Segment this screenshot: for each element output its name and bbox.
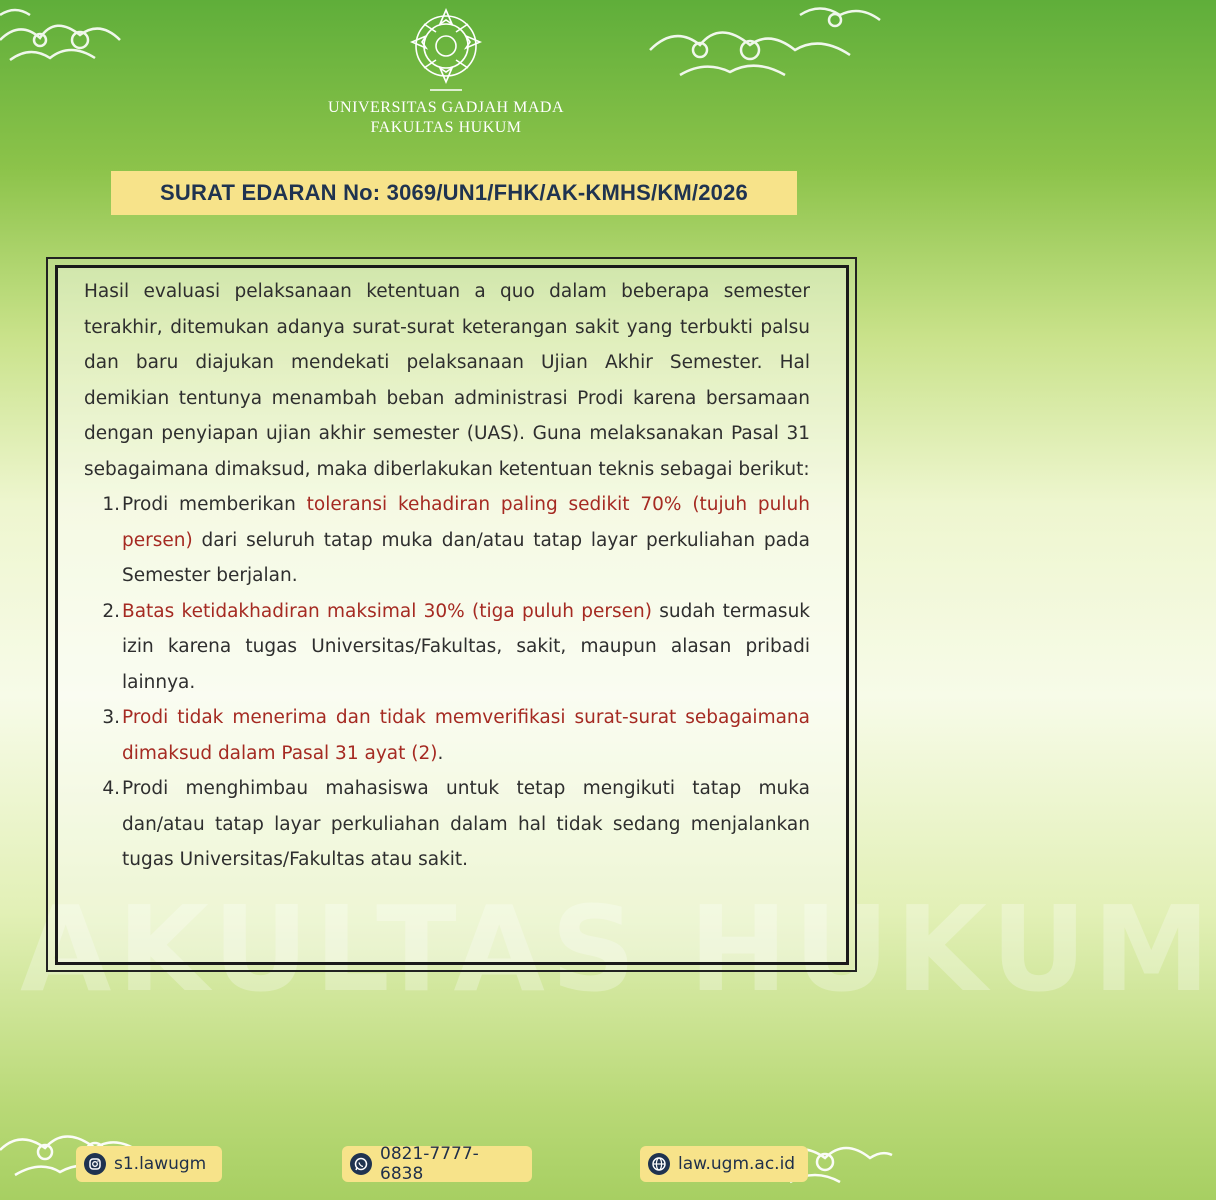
instagram-icon	[84, 1153, 106, 1175]
list-item	[84, 487, 810, 594]
university-name: UNIVERSITAS GADJAH MADA	[328, 99, 564, 116]
cloud-ornament-top-left	[0, 0, 200, 80]
instagram-handle: s1.lawugm	[114, 1154, 207, 1174]
list-item-text-highlight: Prodi tidak menerima dan tidak memverifikasi surat-surat sebagaimana dimaksud dalam Pasal 31 ayat (2)	[122, 707, 810, 764]
list-item-text	[122, 700, 810, 771]
circular-title: SURAT EDARAN No: 3069/UN1/FHK/AK-KMHS/KM/2026	[159, 180, 748, 205]
whatsapp-link[interactable]	[342, 1146, 532, 1182]
list-item-text-normal: .	[437, 742, 444, 764]
list-item-text	[122, 771, 810, 878]
website-url: law.ugm.ac.id	[678, 1154, 796, 1174]
provision-list	[84, 487, 810, 878]
globe-icon	[648, 1153, 670, 1175]
circular-body	[84, 274, 810, 878]
list-item-text-normal: Prodi memberikan	[122, 494, 307, 515]
institution-header	[0, 98, 892, 138]
whatsapp-number: 0821-7777-6838	[380, 1144, 479, 1184]
instagram-link[interactable]	[76, 1146, 222, 1182]
list-item	[84, 700, 810, 771]
website-link[interactable]	[640, 1146, 808, 1182]
whatsapp-icon	[350, 1153, 372, 1175]
cloud-ornament-top-right	[620, 0, 892, 100]
list-item-text	[122, 594, 810, 701]
circular-title-banner	[111, 171, 797, 215]
background-watermark-text: AKULTAS HUKUM	[20, 880, 1216, 1018]
list-item	[84, 594, 810, 701]
list-item-text	[122, 487, 810, 594]
list-item-number: 1.	[102, 494, 120, 515]
list-item-number: 4.	[102, 778, 120, 799]
list-item-number: 3.	[102, 707, 120, 728]
list-item-number: 2.	[102, 600, 120, 622]
list-item-text-normal: sudah termasuk izin karena tugas Universitas/Fakultas, sakit, maupun alasan pribadi lainnya.	[122, 600, 811, 693]
list-item-text-normal: dari seluruh tatap muka dan/atau tatap layar perkuliahan pada Semester berjalan.	[122, 529, 810, 586]
list-item-text-highlight: toleransi kehadiran paling sedikit 70% (tujuh puluh persen)	[122, 494, 810, 551]
list-item	[84, 771, 810, 878]
faculty-name: FAKULTAS HUKUM	[370, 119, 522, 136]
list-item-text-normal: Prodi menghimbau mahasiswa untuk tetap mengikuti tatap muka dan/atau tatap layar perkuliahan dalam hal tidak sedang menjalankan tugas Universitas/Fakultas atau sakit.	[122, 778, 810, 870]
list-item-text-highlight: Batas ketidakhadiran maksimal 30% (tiga puluh persen)	[122, 600, 652, 622]
intro-paragraph: Hasil evaluasi pelaksanaan ketentuan a quo dalam beberapa semester terakhir, ditemukan adanya surat-surat keterangan sakit yang terbukti palsu dan baru diajukan mendekati pelaksanaan Ujian Akhir Semester. Hal demikian tentunya menambah beban administrasi Prodi karena bersamaan dengan penyiapan ujian akhir semester (UAS). Guna melaksanakan Pasal 31 sebagaimana dimaksud, maka diberlakukan ketentuan teknis sebagai berikut:	[84, 281, 810, 480]
ugm-emblem-icon	[410, 6, 482, 92]
